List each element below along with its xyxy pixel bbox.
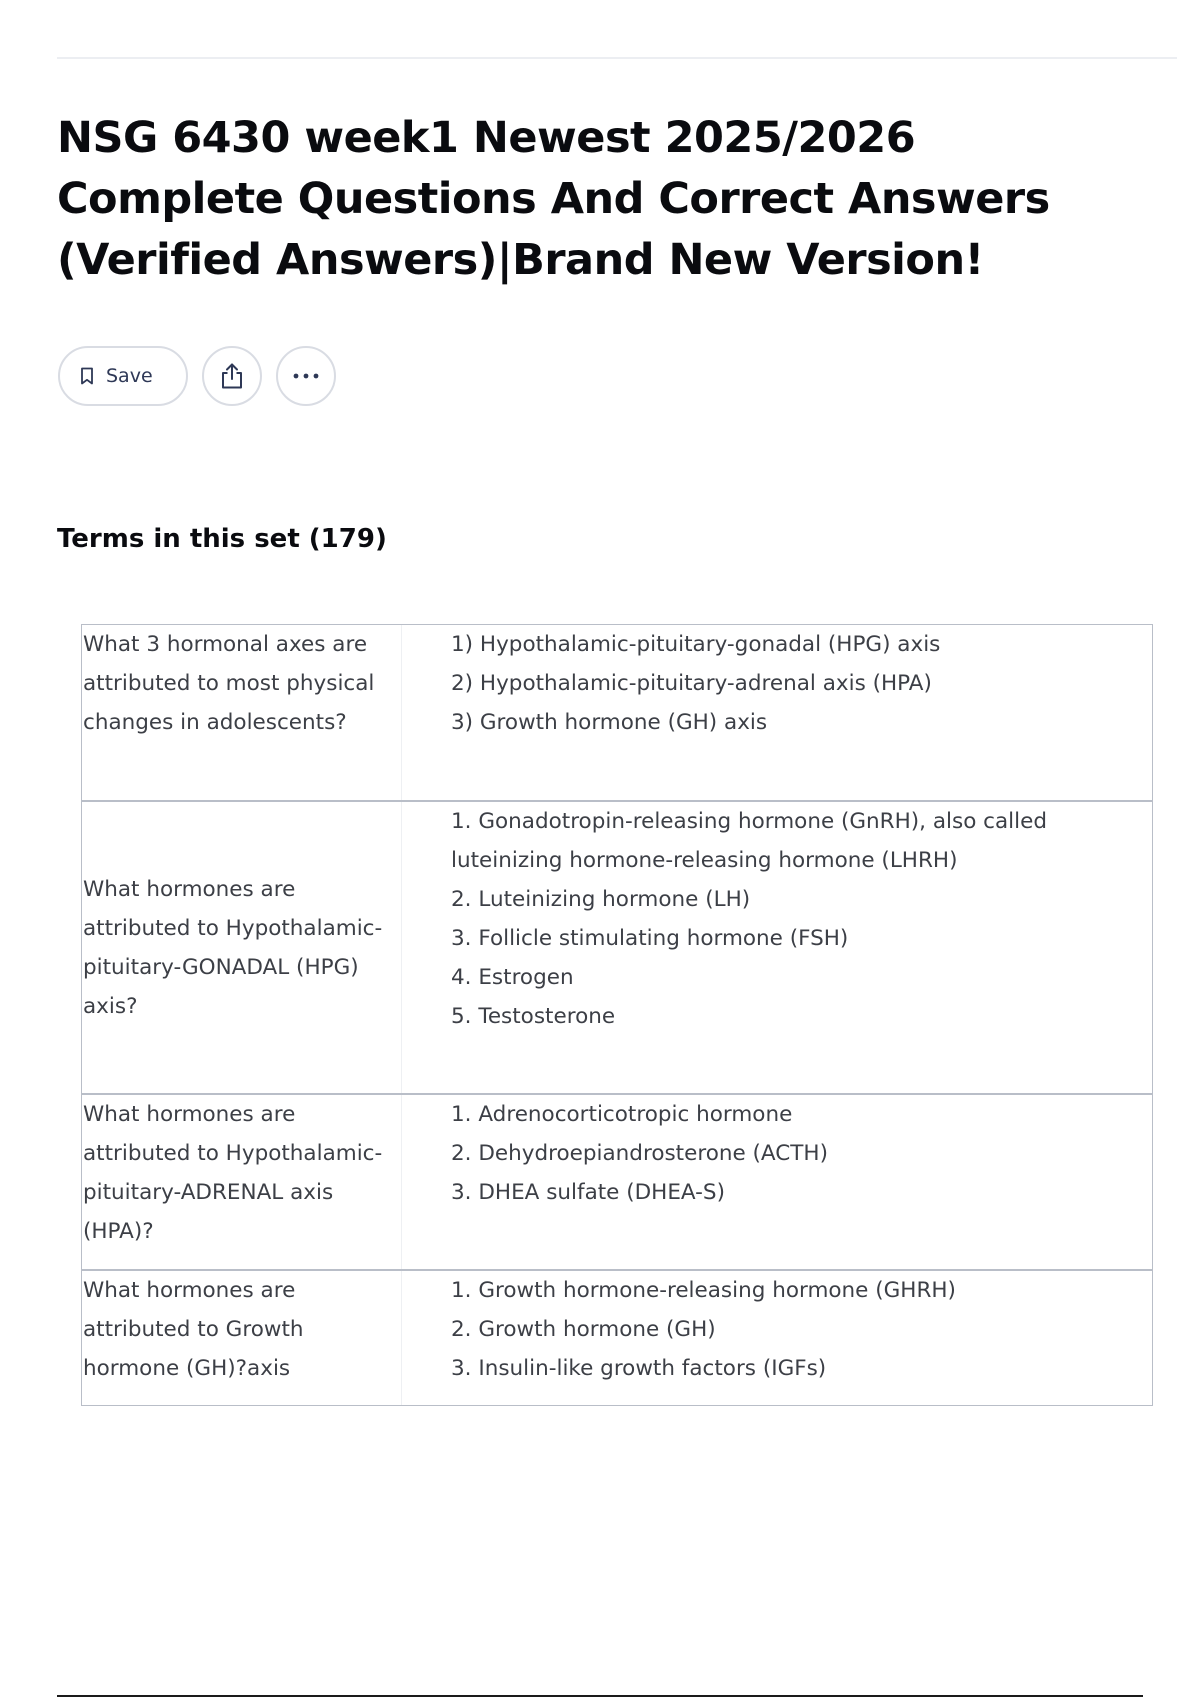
- definition-cell: [402, 625, 1152, 800]
- definition-line: 3. DHEA sulfate (DHEA-S): [451, 1180, 725, 1205]
- share-icon: [220, 362, 244, 390]
- top-divider: [57, 57, 1177, 59]
- definition-cell: [402, 802, 1152, 1093]
- definition-line: 1. Gonadotropin-releasing hormone (GnRH), also called luteinizing hormone-releasing hormone (LHRH): [451, 809, 1054, 873]
- term-row: [82, 800, 1152, 1093]
- save-label: Save: [106, 365, 153, 387]
- more-options-button[interactable]: [276, 346, 336, 406]
- bottom-divider: [57, 1695, 1143, 1697]
- definition-cell: [402, 1271, 1152, 1405]
- definition-line: 2. Growth hormone (GH): [451, 1317, 716, 1342]
- action-bar: [58, 346, 350, 406]
- definition-line: 3) Growth hormone (GH) axis: [451, 710, 768, 735]
- term-cell: [82, 1271, 402, 1405]
- definition-line: 2. Dehydroepiandrosterone (ACTH): [451, 1141, 828, 1166]
- share-button[interactable]: [202, 346, 262, 406]
- definition-line: 1. Growth hormone-releasing hormone (GHRH): [451, 1278, 956, 1303]
- term-text: What hormones are attributed to Hypothalamic-pituitary-GONADAL (HPG) axis?: [83, 876, 383, 1019]
- term-text: What hormones are attributed to Hypothalamic-pituitary-ADRENAL axis (HPA)?: [83, 1102, 383, 1244]
- definition-line: 2) Hypothalamic-pituitary-adrenal axis (HPA): [451, 671, 932, 696]
- save-button[interactable]: [58, 346, 188, 406]
- term-text: What hormones are attributed to Growth hormone (GH)?axis: [83, 1278, 311, 1381]
- term-cell: [82, 802, 402, 1093]
- term-cell: [82, 625, 402, 800]
- term-row: [82, 1093, 1152, 1269]
- more-horizontal-icon: [292, 372, 320, 380]
- term-cell: [82, 1095, 402, 1269]
- definition-line: 3. Insulin-like growth factors (IGFs): [451, 1356, 827, 1381]
- term-row: [82, 625, 1152, 800]
- page-title: NSG 6430 week1 Newest 2025/2026 Complete Questions And Correct Answers (Verified Answers)|Brand New Version!: [57, 113, 1050, 285]
- definition-line: 3. Follicle stimulating hormone (FSH): [451, 926, 849, 951]
- definition-line: 1) Hypothalamic-pituitary-gonadal (HPG) axis: [451, 632, 941, 657]
- definition-cell: [402, 1095, 1152, 1269]
- bookmark-icon: [80, 367, 94, 385]
- definition-line: 5. Testosterone: [451, 1004, 616, 1029]
- definition-line: 2. Luteinizing hormone (LH): [451, 887, 751, 912]
- term-row: [82, 1269, 1152, 1405]
- terms-heading: Terms in this set (179): [57, 524, 387, 554]
- terms-table: [81, 624, 1153, 1406]
- definition-line: 1. Adrenocorticotropic hormone: [451, 1102, 793, 1127]
- term-text: What 3 hormonal axes are attributed to most physical changes in adolescents?: [83, 632, 382, 735]
- definition-line: 4. Estrogen: [451, 965, 574, 990]
